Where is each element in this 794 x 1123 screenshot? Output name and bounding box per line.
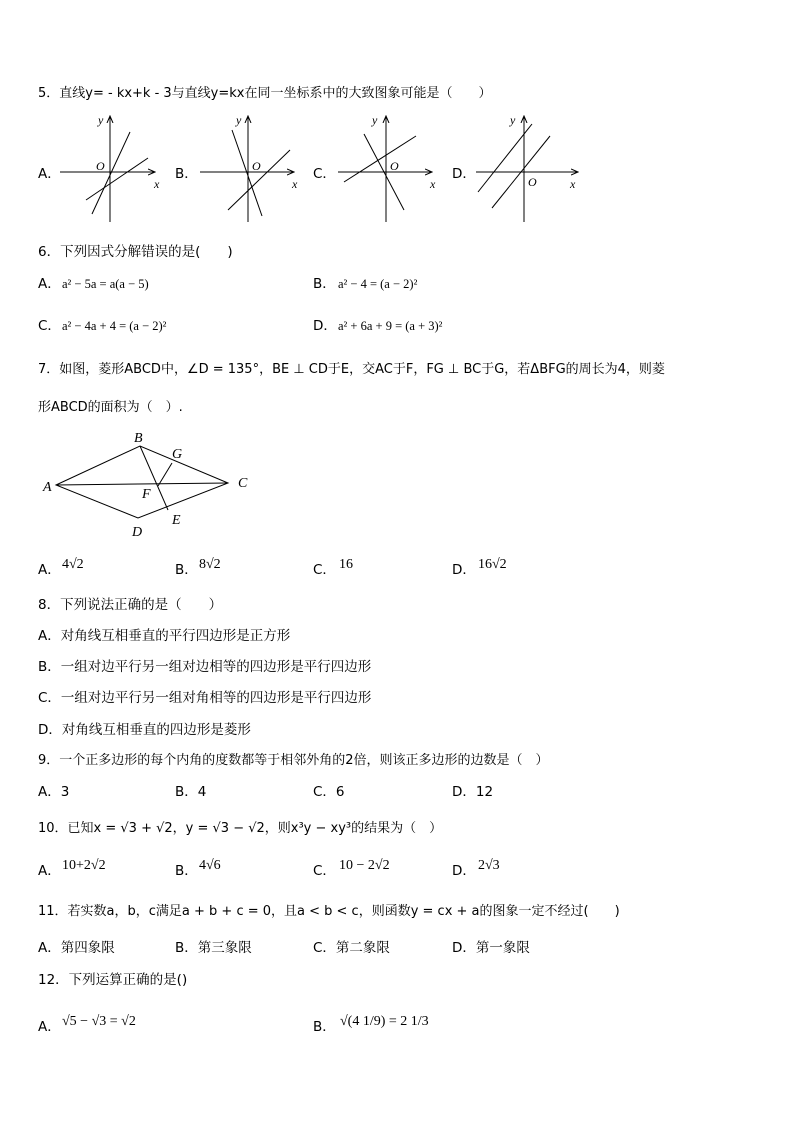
q9-option-b: B．4 <box>175 784 207 800</box>
q9-option-a: A．3 <box>38 784 70 800</box>
q5-b-axis-y: y <box>236 113 242 127</box>
q10-option-b-value: 4√6 <box>199 858 221 873</box>
q9-option-d: D．12 <box>452 784 494 800</box>
q6-option-d-label: D． <box>313 318 337 334</box>
q7-label-b: B <box>134 431 143 446</box>
q8-option-a: A．对角线互相垂直的平行四边形是正方形 <box>38 628 291 644</box>
q5-graph-c <box>338 116 432 222</box>
q9-option-c: C．6 <box>313 784 345 800</box>
q12-option-b-expr: √(4 1/9) = 2 1/3 <box>340 1014 429 1029</box>
q5-option-a-label: A． <box>38 166 61 182</box>
q8-option-c: C．一组对边平行另一组对角相等的四边形是平行四边形 <box>38 690 372 706</box>
q5-graph-b <box>200 116 294 222</box>
q7-option-d-label: D． <box>452 562 476 578</box>
q7-option-a-value: 4√2 <box>62 557 84 572</box>
q11-option-b: B．第三象限 <box>175 940 252 956</box>
q5-d-origin: O <box>528 175 537 189</box>
q12-option-a-expr: √5 − √3 = √2 <box>62 1014 136 1029</box>
q5-a-origin: O <box>96 159 105 173</box>
q10-stem: 10．已知x = √3 + √2，y = √3 − √2，则x³y − xy³的结果为（ ） <box>38 821 443 836</box>
q5-graph-d <box>476 116 578 222</box>
q12-option-b-label: B． <box>313 1019 336 1035</box>
q10-option-c-label: C． <box>313 863 336 879</box>
q5-a-axis-y: y <box>98 113 104 127</box>
q5-c-axis-y: y <box>372 113 378 127</box>
q5-option-d-label: D． <box>452 166 476 182</box>
q5-stem: 5．直线y= - kx+k - 3与直线y=kx在同一坐标系中的大致图象可能是（ ） <box>38 86 492 101</box>
q7-rhombus-figure <box>40 428 270 543</box>
q6-option-c-label: C． <box>38 318 61 334</box>
q10-option-d-value: 2√3 <box>478 858 500 873</box>
q5-option-c-label: C． <box>313 166 336 182</box>
q6-option-b-expr: a² − 4 = (a − 2)² <box>338 277 418 291</box>
q11-option-d: D．第一象限 <box>452 940 530 956</box>
q11-option-c: C．第二象限 <box>313 940 390 956</box>
q5-d-axis-x: x <box>570 177 576 191</box>
q6-option-b-label: B． <box>313 276 336 292</box>
q7-option-c-label: C． <box>313 562 336 578</box>
q5-c-axis-x: x <box>430 177 436 191</box>
q5-b-axis-x: x <box>292 177 298 191</box>
q10-option-d-label: D． <box>452 863 476 879</box>
q5-option-b-label: B． <box>175 166 198 182</box>
q7-option-d-value: 16√2 <box>478 557 507 572</box>
q10-option-a-label: A． <box>38 863 61 879</box>
q5-a-axis-x: x <box>154 177 160 191</box>
q7-stem-line2: 形ABCD的面积为（ ）. <box>38 400 183 415</box>
q6-option-d-expr: a² + 6a + 9 = (a + 3)² <box>338 319 443 333</box>
q7-label-e: E <box>172 513 181 528</box>
q6-option-c-expr: a² − 4a + 4 = (a − 2)² <box>62 319 167 333</box>
q5-b-origin: O <box>252 159 261 173</box>
q7-stem-line1: 7．如图，菱形ABCD中，∠D = 135°，BE ⊥ CD于E，交AC于F，FG ⊥ BC于G，若ΔBFG的周长为4，则菱 <box>38 362 665 377</box>
q8-option-d: D．对角线互相垂直的四边形是菱形 <box>38 722 251 738</box>
q6-option-a-label: A． <box>38 276 61 292</box>
q12-option-a-label: A． <box>38 1019 61 1035</box>
q10-option-b-label: B． <box>175 863 198 879</box>
q7-option-c-value: 16 <box>339 557 353 572</box>
q7-option-b-value: 8√2 <box>199 557 221 572</box>
q8-option-b: B．一组对边平行另一组对边相等的四边形是平行四边形 <box>38 659 372 675</box>
q7-option-b-label: B． <box>175 562 198 578</box>
q8-stem: 8．下列说法正确的是（ ） <box>38 597 223 613</box>
q6-stem: 6．下列因式分解错误的是( ) <box>38 244 233 260</box>
q7-label-a: A <box>43 480 52 495</box>
q11-option-a: A．第四象限 <box>38 940 115 956</box>
q12-stem: 12．下列运算正确的是() <box>38 972 188 988</box>
q11-stem: 11．若实数a，b，c满足a + b + c = 0，且a < b < c，则函数y = cx + a的图象一定不经过( ) <box>38 904 620 919</box>
q7-option-a-label: A． <box>38 562 61 578</box>
q7-label-d: D <box>132 525 143 540</box>
q7-label-f: F <box>142 487 151 502</box>
q7-label-c: C <box>238 476 248 491</box>
q5-graph-a <box>60 116 155 222</box>
q5-c-origin: O <box>390 159 399 173</box>
q10-option-c-value: 10 − 2√2 <box>339 858 390 873</box>
q7-label-g: G <box>172 447 183 462</box>
q6-option-a-expr: a² − 5a = a(a − 5) <box>62 277 149 291</box>
q5-d-axis-y: y <box>510 113 516 127</box>
q9-stem: 9．一个正多边形的每个内角的度数都等于相邻外角的2倍，则该正多边形的边数是（ ） <box>38 753 549 768</box>
q5-graphs <box>0 110 794 230</box>
q10-option-a-value: 10+2√2 <box>62 858 106 873</box>
